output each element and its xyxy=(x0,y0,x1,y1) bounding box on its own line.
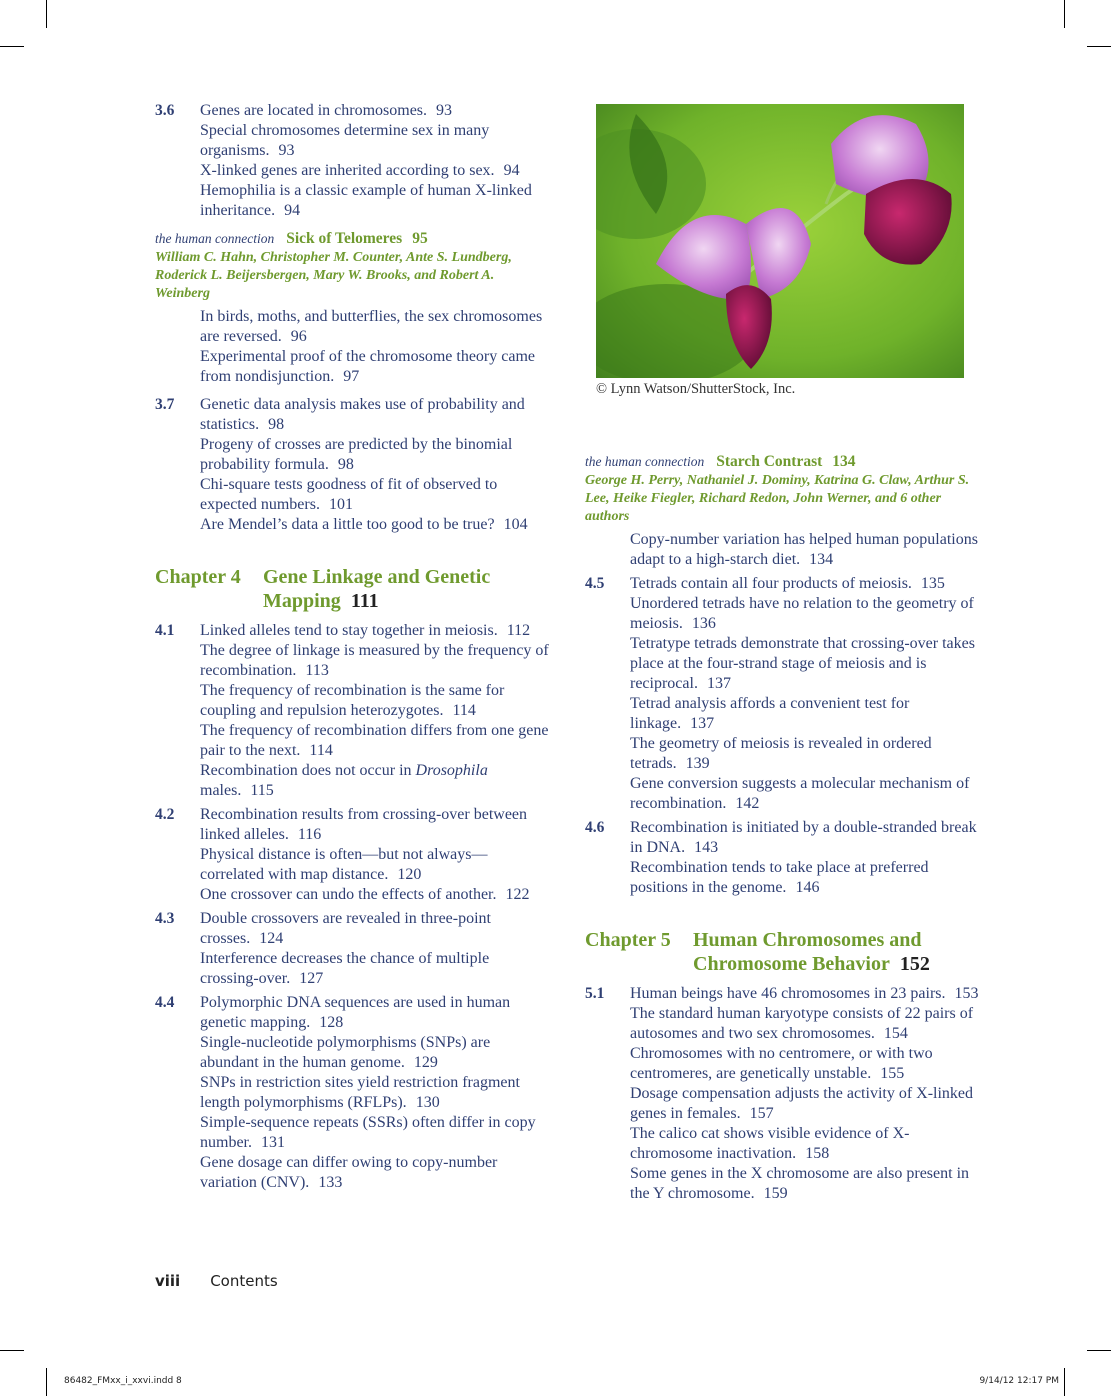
toc-entry[interactable]: Gene dosage can differ owing to copy-number variation (CNV). 133 xyxy=(200,1154,498,1191)
toc-section-4-4 xyxy=(155,993,550,1193)
human-connection-entry[interactable] xyxy=(155,229,550,303)
page-number: 94 xyxy=(503,162,520,179)
right-column xyxy=(585,452,985,1208)
folio-number: viii xyxy=(155,1272,181,1290)
toc-entry[interactable]: Gene conversion suggests a molecular mechanism of recombination. 142 xyxy=(630,775,970,812)
page-number: 113 xyxy=(305,662,329,679)
page-number: 98 xyxy=(337,456,354,473)
toc-entry[interactable]: Tetratype tetrads demonstrate that crossing-over takes place at the four-strand stage of meiosis and is reciprocal. 137 xyxy=(630,635,975,692)
toc-section-3-6-continued xyxy=(155,307,550,387)
toc-entry[interactable]: X-linked genes are inherited according to sex. 94 xyxy=(200,162,520,179)
toc-entry[interactable]: The geometry of meiosis is revealed in ordered tetrads. 139 xyxy=(630,735,932,772)
section-number: 4.4 xyxy=(155,994,175,1011)
section-number: 4.3 xyxy=(155,910,175,927)
section-number: 4.5 xyxy=(585,575,605,592)
page-number: 142 xyxy=(735,795,760,812)
toc-entry[interactable]: Chromosomes with no centromere, or with two centromeres, are genetically unstable. 155 xyxy=(630,1045,933,1082)
chapter-label: Chapter 4 xyxy=(155,566,241,588)
page-number: 122 xyxy=(505,886,530,903)
toc-entry[interactable]: Are Mendel’s data a little too good to be true? 104 xyxy=(200,516,528,533)
page-number: 129 xyxy=(413,1054,438,1071)
chapter-4-heading[interactable] xyxy=(155,565,550,613)
toc-entry[interactable]: Physical distance is often—but not always—correlated with map distance. 120 xyxy=(200,846,488,883)
toc-entry[interactable]: The frequency of recombination is the same for coupling and repulsion heterozygotes. 114 xyxy=(200,682,505,719)
crop-mark xyxy=(1087,1350,1111,1351)
page-number: 93 xyxy=(278,142,295,159)
toc-entry[interactable]: Human beings have 46 chromosomes in 23 pairs. 153 xyxy=(630,985,979,1002)
page-number: 139 xyxy=(685,755,710,772)
page-number: 137 xyxy=(690,715,715,732)
toc-entry[interactable]: In birds, moths, and butterflies, the sex chromosomes are reversed. 96 xyxy=(200,308,543,345)
toc-entry[interactable]: Recombination results from crossing-over between linked alleles. 116 xyxy=(200,806,528,843)
toc-entry[interactable]: Tetrad analysis affords a convenient test for linkage. 137 xyxy=(630,695,910,732)
page-number: 137 xyxy=(706,675,731,692)
page-number: 104 xyxy=(503,516,528,533)
toc-entry[interactable]: Genetic data analysis makes use of probability and statistics. 98 xyxy=(200,396,525,433)
page-number: 130 xyxy=(415,1094,440,1111)
chapter-title: Gene Linkage and Genetic Mapping xyxy=(263,566,491,612)
section-number: 3.7 xyxy=(155,396,175,413)
page-number: 94 xyxy=(284,202,301,219)
section-number: 3.6 xyxy=(155,102,175,119)
toc-entry[interactable]: Recombination tends to take place at preferred positions in the genome. 146 xyxy=(630,859,929,896)
page-number: 157 xyxy=(749,1105,774,1122)
toc-section-3-7 xyxy=(155,395,550,535)
page-number: 128 xyxy=(319,1014,344,1031)
toc-entry[interactable]: The degree of linkage is measured by the frequency of recombination. 113 xyxy=(200,642,549,679)
toc-entry[interactable]: Copy-number variation has helped human populations adapt to a high-starch diet. 134 xyxy=(630,531,978,568)
toc-entry[interactable]: SNPs in restriction sites yield restriction fragment length polymorphisms (RFLPs). 130 xyxy=(200,1074,520,1111)
page-number: 114 xyxy=(452,702,476,719)
toc-section-4-2 xyxy=(155,805,550,905)
page-number: 95 xyxy=(412,230,428,247)
chapter-title: Human Chromosomes and Chromosome Behavior xyxy=(693,929,922,975)
toc-section-4-4-continued xyxy=(585,530,985,570)
page-number: 154 xyxy=(883,1025,908,1042)
toc-section-4-6 xyxy=(585,818,985,898)
toc-entry[interactable]: Experimental proof of the chromosome theory came from nondisjunction. 97 xyxy=(200,348,535,385)
toc-entry[interactable]: Tetrads contain all four products of meiosis. 135 xyxy=(630,575,945,592)
page-number: 133 xyxy=(318,1174,343,1191)
crop-mark xyxy=(1064,0,1065,28)
chapter-label: Chapter 5 xyxy=(585,929,671,951)
toc-entry[interactable]: Polymorphic DNA sequences are used in human genetic mapping. 128 xyxy=(200,994,511,1031)
crop-mark xyxy=(1064,1368,1065,1396)
slug-timestamp: 9/14/12 12:17 PM xyxy=(979,1376,1059,1386)
page-number: 159 xyxy=(763,1185,788,1202)
human-connection-title: Starch Contrast xyxy=(716,453,823,470)
page-number: 115 xyxy=(250,782,274,799)
left-column xyxy=(155,101,550,1197)
crop-mark xyxy=(1087,46,1111,47)
toc-entry[interactable]: Unordered tetrads have no relation to the geometry of meiosis. 136 xyxy=(630,595,974,632)
page-number: 135 xyxy=(920,575,945,592)
section-number: 4.1 xyxy=(155,622,175,639)
toc-section-4-5 xyxy=(585,574,985,814)
page-number: 131 xyxy=(261,1134,285,1151)
page-number: 93 xyxy=(436,102,453,119)
page-number: 146 xyxy=(795,879,820,896)
toc-entry[interactable]: Double crossovers are revealed in three-point crosses. 124 xyxy=(200,910,491,947)
page-number: 127 xyxy=(299,970,324,987)
toc-entry[interactable]: The standard human karyotype consists of 22 pairs of autosomes and two sex chromosomes. 154 xyxy=(630,1005,974,1042)
sweet-pea-flower-photo xyxy=(596,104,964,378)
human-connection-authors: William C. Hahn, Christopher M. Counter, Ante S. Lundberg, Roderick L. Beijersbergen, Mary W. Brooks, and Robert A. Weinberg xyxy=(155,250,512,301)
human-connection-entry[interactable] xyxy=(585,452,985,526)
page-number: 153 xyxy=(954,985,979,1002)
italic-term: Drosophila xyxy=(415,762,488,779)
page-number: 136 xyxy=(691,615,716,632)
section-number: 5.1 xyxy=(585,985,605,1002)
toc-entry[interactable]: Special chromosomes determine sex in many organisms. 93 xyxy=(200,122,490,159)
toc-entry[interactable]: Progeny of crosses are predicted by the binomial probability formula. 98 xyxy=(200,436,513,473)
toc-entry[interactable]: Simple-sequence repeats (SSRs) often differ in copy number. 131 xyxy=(200,1114,536,1151)
page-number: 134 xyxy=(832,453,856,470)
toc-entry[interactable]: Chi-square tests goodness of fit of observed to expected numbers. 101 xyxy=(200,476,498,513)
toc-section-4-3 xyxy=(155,909,550,989)
page-number: 114 xyxy=(309,742,333,759)
page-number: 120 xyxy=(397,866,422,883)
toc-section-4-1 xyxy=(155,621,550,801)
crop-mark xyxy=(46,1368,47,1396)
toc-section-5-1 xyxy=(585,984,985,1204)
toc-entry[interactable]: Single-nucleotide polymorphisms (SNPs) are abundant in the human genome. 129 xyxy=(200,1034,491,1071)
chapter-5-heading[interactable] xyxy=(585,928,985,976)
page-number: 98 xyxy=(268,416,285,433)
toc-entry[interactable]: Hemophilia is a classic example of human X-linked inheritance. 94 xyxy=(200,182,532,219)
page-number: 124 xyxy=(259,930,284,947)
page-number: 134 xyxy=(809,551,834,568)
crop-mark xyxy=(46,0,47,28)
page-number: 152 xyxy=(899,953,930,975)
toc-entry[interactable]: The frequency of recombination differs from one gene pair to the next. 114 xyxy=(200,722,549,759)
crop-mark xyxy=(0,1350,24,1351)
page-number: 155 xyxy=(880,1065,905,1082)
toc-section-3-6 xyxy=(155,101,550,221)
section-number: 4.6 xyxy=(585,819,605,836)
page-footer xyxy=(155,1271,278,1292)
toc-entry[interactable]: One crossover can undo the effects of another. 122 xyxy=(200,886,530,903)
human-connection-label: the human connection xyxy=(585,454,705,469)
toc-entry[interactable]: Recombination does not occur in Drosophila males. 115 xyxy=(200,762,488,799)
page-number: 101 xyxy=(328,496,353,513)
toc-entry[interactable]: Interference decreases the chance of multiple crossing-over. 127 xyxy=(200,950,490,987)
toc-entry[interactable]: Some genes in the X chromosome are also present in the Y chromosome. 159 xyxy=(630,1165,970,1202)
toc-entry[interactable]: Recombination is initiated by a double-stranded break in DNA. 143 xyxy=(630,819,977,856)
toc-entry[interactable]: Genes are located in chromosomes. 93 xyxy=(200,102,453,119)
page-number: 112 xyxy=(506,622,531,639)
section-number: 4.2 xyxy=(155,806,175,823)
human-connection-title: Sick of Telomeres xyxy=(286,230,403,247)
page-number: 96 xyxy=(290,328,307,345)
toc-entry[interactable]: The calico cat shows visible evidence of X-chromosome inactivation. 158 xyxy=(630,1125,910,1162)
toc-entry[interactable]: Linked alleles tend to stay together in meiosis. 112 xyxy=(200,622,531,639)
running-footer-title: Contents xyxy=(210,1272,278,1290)
crop-mark xyxy=(0,46,24,47)
page-number: 97 xyxy=(343,368,360,385)
page-number: 111 xyxy=(350,590,379,612)
page-number: 116 xyxy=(297,826,322,843)
page-number: 158 xyxy=(805,1145,830,1162)
human-connection-authors: George H. Perry, Nathaniel J. Dominy, Katrina G. Claw, Arthur S. Lee, Heike Fiegler, Richard Redon, John Werner, and 6 other authors xyxy=(585,473,970,524)
slug-file-name: 86482_FMxx_i_xxvi.indd 8 xyxy=(64,1376,182,1386)
toc-entry[interactable]: Dosage compensation adjusts the activity of X-linked genes in females. 157 xyxy=(630,1085,974,1122)
human-connection-label: the human connection xyxy=(155,231,275,246)
page-number: 143 xyxy=(694,839,719,856)
photo-credit: © Lynn Watson/ShutterStock, Inc. xyxy=(596,381,796,397)
